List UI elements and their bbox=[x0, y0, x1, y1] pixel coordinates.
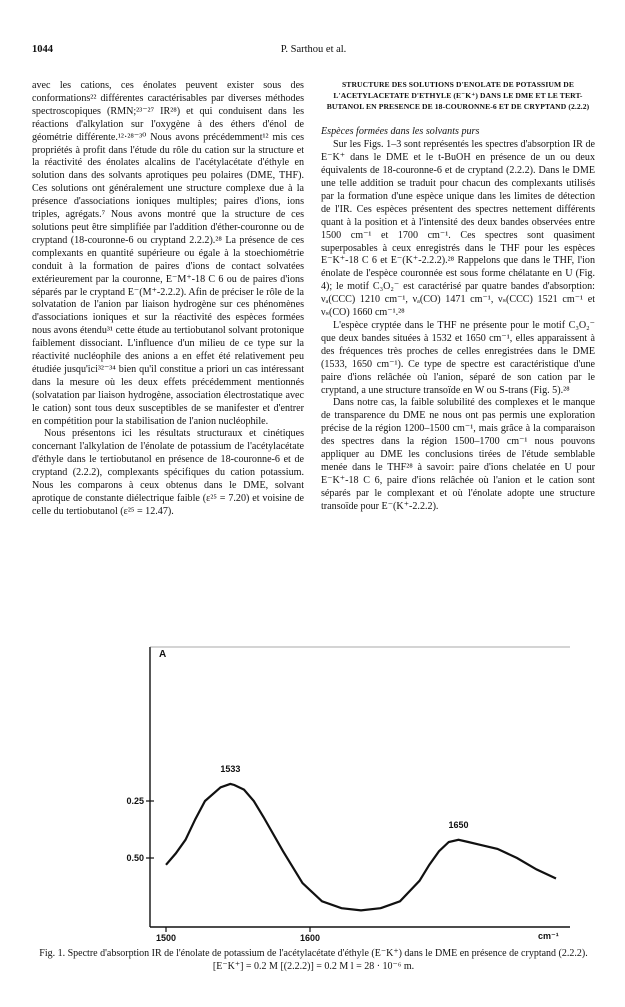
x-tick-label: 1600 bbox=[299, 933, 321, 943]
right-paragraph-3: Dans notre cas, la faible solubilité des complexes et le manque de transparence du DME ne nous ont pas permis une exploration précise de la région 1200–1500 cm⁻¹, mais grâce à la comparaison des spectres dans la région 1500–1700 cm⁻¹ nous pouvons appliquer au DME les conclusions tirées de l'étude semblable menée dans le THF²⁸ à savoir: paire d'ions chelatée en U pour E⁻K⁺-18 C 6, paire d'ions relâchée où l'anion et le cation sont séparés par le complexant et où l'énolate adopte une structure transoïde pour E⁻(K⁺-2.2.2). bbox=[321, 397, 595, 512]
left-paragraph-1: avec les cations, ces énolates peuvent exister sous des conformations²² différentes caractérisables par diverses méthodes spectroscopiques (RMN;²³⁻²⁷ IR²⁸) et qui conduisent dans les réactions d'alkylation sur l'oxygène à des éthers d'énol de géométrie différente.¹²·²⁸⁻³⁰ Nous avons précédemment¹² mis ces propriétés à profit dans l'étude du rôle du cation sur la structure et la réactivité des énolates alcalins de l'acétylacétate d'éthyle en solution dans des solvants aprotiques peu polaires (DME, THF). Ces solutions ont généralement une structure complexe due à la présence d'associations ioniques multiples; paires d'ions, ions triples, agrégats.⁷ Nous avons montré que la structure de ces solutions peut être simplifiée par l'addition d'éther-couronne ou de cryptand (18-couronne-6 ou cryptand 2.2.2).²⁸ La présence de ces complexants en quantité supérieure ou égale à la stoechiométrie conduit à la formation de paires d'ions de contact solvatées extérieurement par la couronne, E⁻M⁺-18 C 6 ou de paires d'ions séparés par le cryptand E⁻(M⁺-2.2.2). Afin de préciser le rôle de la solvatation de l'anion par liaison hydrogène sur ces phénomènes d'associations ioniques et sur la réactivité des espèces formées nous avons étendu³¹ cette étude au tertiobutanol solvant protonique faiblement dissociant. L'influence d'un milieu de ce type sur la réactivité nucléophile des anions a en effet été relativement peu étudiée jusqu'ici³²⁻³⁴ bien qu'il constitue a priori un cas intéressant dans la mesure où les deux effets précédemment mentionnés (solvatation par liaison hydrogène, association électrostatique avec le cation) sont tous deux susceptibles de se manifester et d'entrer en compétition pour la stabilisation de l'anion nucléophile. bbox=[32, 80, 304, 427]
ir-spectrum-figure bbox=[118, 643, 580, 943]
y-tick-label: 0.50 bbox=[126, 853, 144, 863]
page-header bbox=[32, 44, 595, 60]
right-column bbox=[321, 80, 595, 514]
subsection-heading: Espèces formées dans les solvants purs bbox=[321, 126, 480, 138]
page-number: 1044 bbox=[32, 44, 53, 55]
peak-label: 1650 bbox=[448, 819, 469, 830]
x-tick-label: 1500 bbox=[155, 933, 177, 943]
y-tick-label: 0.25 bbox=[126, 796, 144, 806]
right-paragraph-2: L'espèce cryptée dans le THF ne présente pour le motif C₃O₂⁻ que deux bandes situées à 1532 et 1650 cm⁻¹, elles apparaissent à des fréquences très proches de celles enregistrées dans le DME (1533, 1650 cm⁻¹). Ce type de spectre est caractéristique d'une paire d'ions relâchée où l'anion, séparé de son cation par le cryptand, a une structure transoïde en W ou S-trans (Fig. 5).²⁸ bbox=[321, 319, 595, 396]
running-authors: P. Sarthou et al. bbox=[280, 44, 347, 55]
x-unit-label: cm⁻¹ bbox=[538, 931, 559, 941]
left-column bbox=[32, 80, 304, 519]
peak-label: 1533 bbox=[220, 763, 241, 774]
x-axis-ticks bbox=[156, 927, 320, 943]
left-paragraph-2: Nous présentons ici les résultats structuraux et cinétiques concernant l'alkylation de l'énolate de potassium de l'acétylacétate d'éthyle dans le tertiobutanol en présence de 18-couronne-6 et de cryptand (2.2.2), complexants spécifiques du cation potassium. Nous les comparons à ceux obtenus dans le DME, solvant aprotique de constante diélectrique faible (ε²⁵ = 7.20) et voisine de celle du tertiobutanol (ε²⁵ = 12.47). bbox=[32, 428, 304, 517]
section-heading: STRUCTURE DES SOLUTIONS D'ENOLATE DE POTASSIUM DE L'ACETYLACETATE D'ETHYLE (E⁻K⁺) DANS LE DME ET LE TERT-BUTANOL EN PRESENCE DE 18-COURONNE-6 ET DE CRYPTAND (2.2.2) bbox=[326, 80, 590, 111]
plot-frame bbox=[150, 647, 570, 927]
figure-caption: Fig. 1. Spectre d'absorption IR de l'énolate de potassium de l'acétylacétate d'éthyle (E⁻K⁺) dans le DME en présence de cryptand (2.2.2). [E⁻K⁺] = 0.2 M [(2.2.2)] = 0.2 M l = 28 · 10⁻⁶ m. bbox=[39, 948, 588, 972]
panel-label: A bbox=[159, 649, 167, 660]
right-paragraph-1: Sur les Figs. 1–3 sont représentés les spectres d'absorption IR de E⁻K⁺ dans le DME et le t-BuOH en présence de un ou deux équivalents de 18-couronne-6 et de cryptand (2.2.2). Dans le DME une telle addition se traduit pour chacun des complexants utilisés par la formation d'une espèce unique dans les limites de détection de l'IR. Ces espèces présentent des spectres nettement différents quant à la position et à l'intensité des deux bandes observées entre 1500 cm⁻¹ et 1700 cm⁻¹. Ces spectres sont quasiment superposables à ceux enregistrés dans le THF pour les espèces E⁻K⁺-18 C 6 et E⁻(K⁺-2.2.2).²⁸ Rappelons que dans le THF, l'ion énolate de l'espèce couronnée est sous forme chélatante en U (Fig. 4); le motif C₃O₂⁻ est caractérisé par quatre bandes d'absorption: νₐ(CCC) 1210 cm⁻¹, νₐ(CO) 1471 cm⁻¹, νₛ(CCC) 1521 cm⁻¹ et νₛ(CO) 1660 cm⁻¹.²⁸ bbox=[321, 139, 595, 319]
peak-labels bbox=[220, 764, 468, 830]
spectrum-line bbox=[166, 784, 556, 911]
spectrum-chart bbox=[118, 643, 580, 943]
